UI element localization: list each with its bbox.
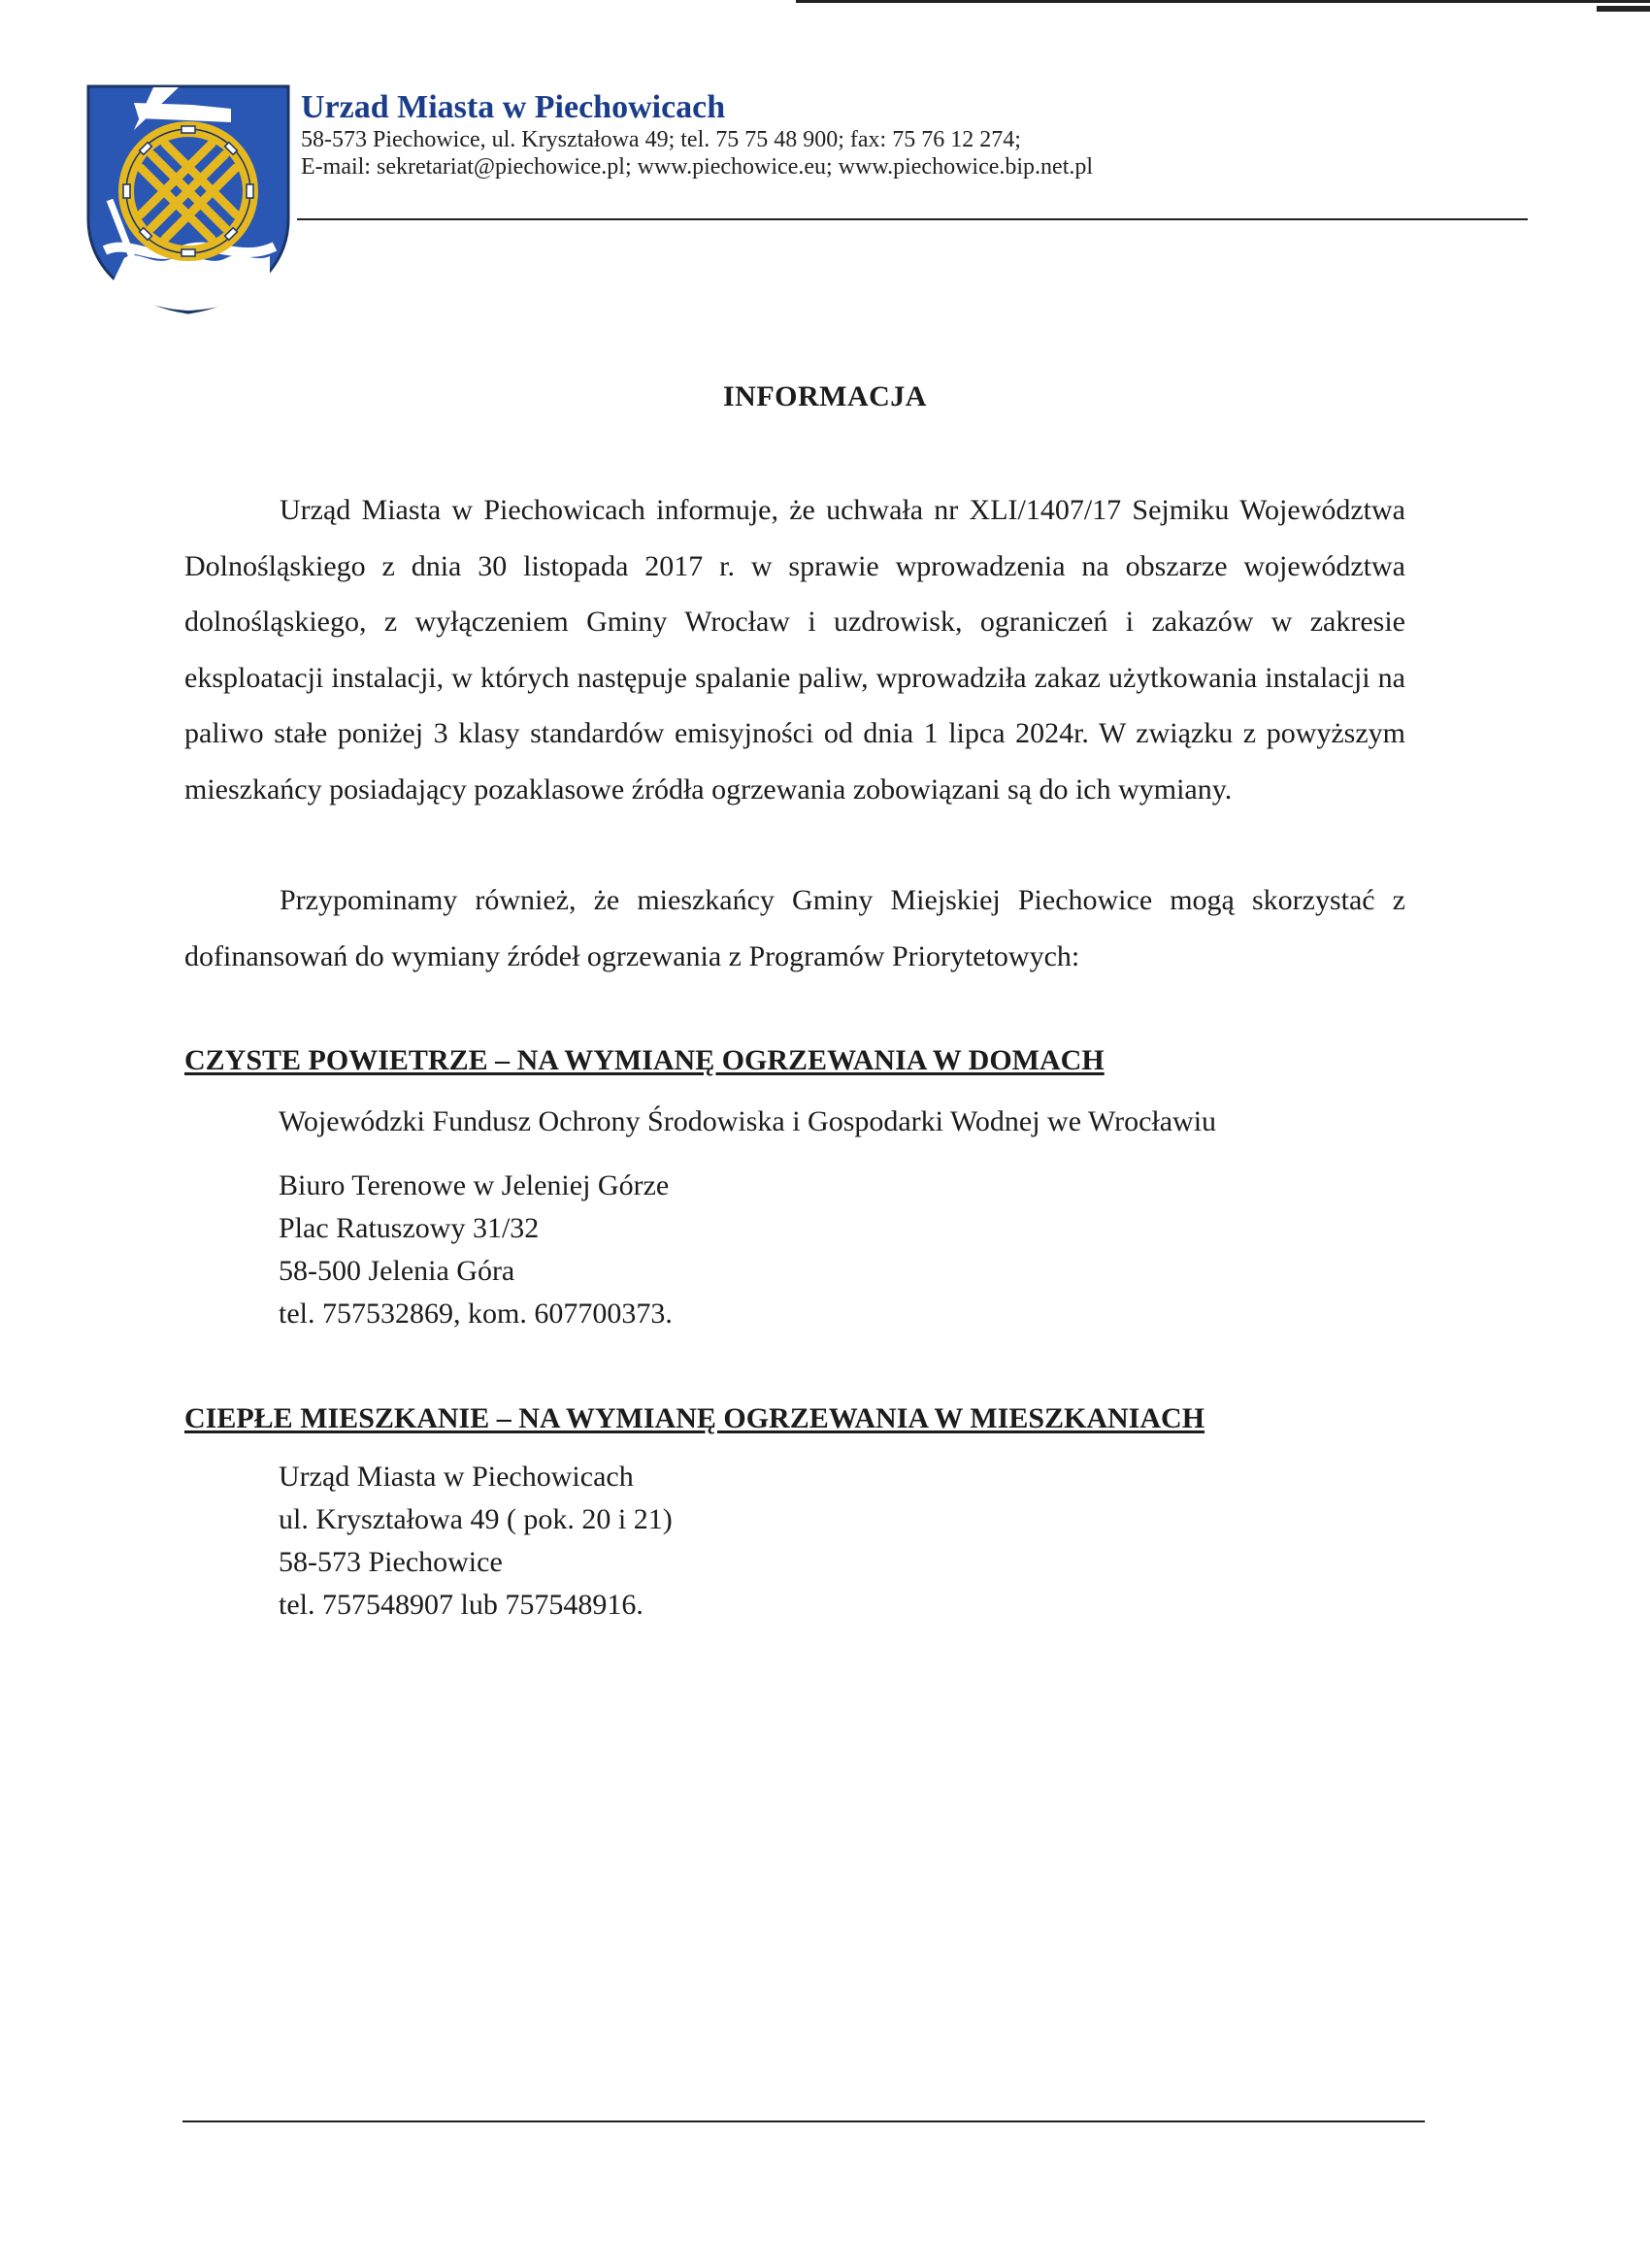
scan-edge-line — [796, 0, 1650, 3]
contact-line: 58-573 Piechowice — [279, 1546, 503, 1578]
coat-of-arms-icon — [85, 83, 291, 314]
contact-line: Biuro Terenowe w Jeleniej Górze — [279, 1169, 670, 1201]
contact-line: E-mail: sekretariat@piechowice.pl; www.piechowice.eu; www.piechowice.bip.net.pl — [301, 154, 1094, 180]
organization-name: Urzad Miasta w Piechowicach — [301, 89, 726, 125]
contact-line: tel. 757548907 lub 757548916. — [279, 1589, 644, 1621]
paragraph-reminder — [184, 872, 1405, 984]
paragraph-reminder-text: Przypominamy również, że mieszkańcy Gminy Miejskiej Piechowice mogą skorzystać z dofinansowań do wymiany źródeł ogrzewania z Programów Priorytetowych: — [184, 884, 1405, 972]
contact-line: Plac Ratuszowy 31/32 — [279, 1212, 540, 1244]
header-divider — [297, 218, 1528, 220]
contact-line: Urząd Miasta w Piechowicach — [279, 1461, 634, 1493]
program-heading-czyste-powietrze: CZYSTE POWIETRZE – NA WYMIANĘ OGRZEWANIA W DOMACH — [184, 1044, 1105, 1076]
document-title: INFORMACJA — [723, 380, 927, 412]
program-heading-cieple-mieszkanie: CIEPŁE MIESZKANIE – NA WYMIANĘ OGRZEWANIA W MIESZKANIACH — [184, 1402, 1205, 1434]
footer-divider — [182, 2120, 1425, 2122]
contact-line: 58-500 Jelenia Góra — [279, 1255, 515, 1287]
contact-line: ul. Kryształowa 49 ( pok. 20 i 21) — [279, 1503, 673, 1535]
program-contact-cieple-mieszkanie — [279, 1456, 673, 1627]
address-line: 58-573 Piechowice, ul. Kryształowa 49; tel. 75 75 48 900; fax: 75 76 12 274; — [301, 127, 1021, 152]
paragraph-intro-text: Urząd Miasta w Piechowicach informuje, że uchwała nr XLI/1407/17 Sejmiku Województwa Dolnośląskiego z dnia 30 listopada 2017 r. w sprawie wprowadzenia na obszarze województwa dolnośląskiego, z wyłączeniem Gminy Wrocław i uzdrowisk, ograniczeń i zakazów w zakresie eksploatacji instalacji, w których następuje spalanie paliw, wprowadziła zakaz użytkowania instalacji na paliwo stałe poniżej 3 klasy standardów emisyjności od dnia 1 lipca 2024r. W związku z powyższym mieszkańcy posiadający pozaklasowe źródła ogrzewania zobowiązani są do ich wymiany. — [184, 494, 1405, 805]
scan-edge-mark — [1597, 6, 1650, 12]
contact-line: tel. 757532869, kom. 607700373. — [279, 1298, 673, 1330]
paragraph-intro — [184, 482, 1405, 817]
letterhead — [301, 89, 1093, 181]
program-institution: Wojewódzki Fundusz Ochrony Środowiska i Gospodarki Wodnej we Wrocławiu — [279, 1105, 1217, 1137]
program-contact-czyste-powietrze — [279, 1165, 673, 1335]
